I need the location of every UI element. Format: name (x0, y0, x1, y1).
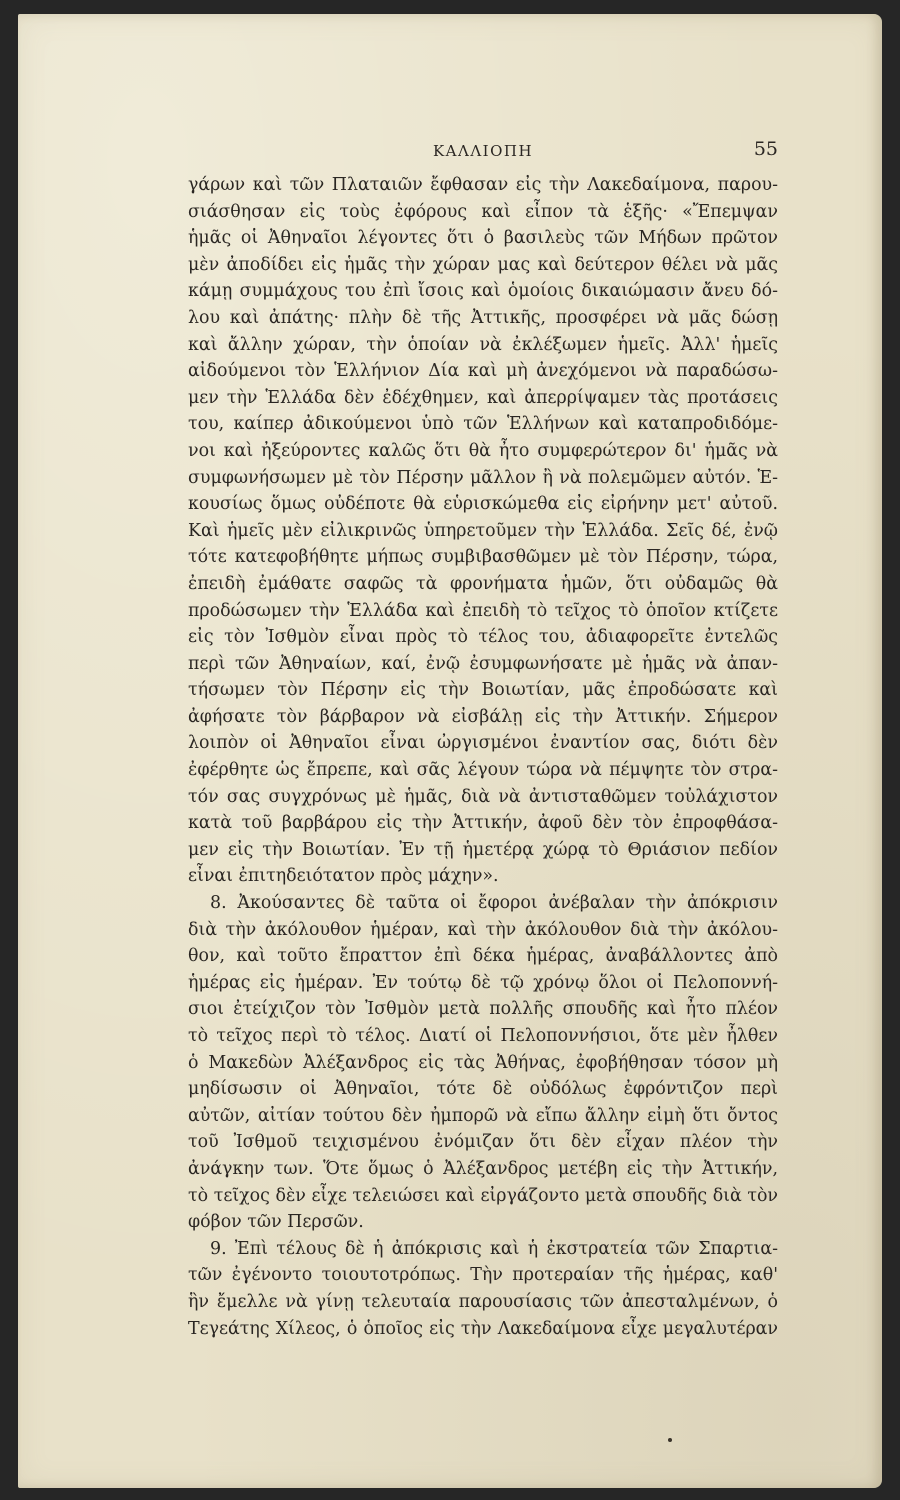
text-line: ὁ Μακεδὼν Ἀλέξανδρος εἰς τὰς Ἀθήνας, ἐφοβήθησαν τόσον μὴ (188, 1052, 778, 1073)
text-line: σιάσθησαν εἰς τοὺς ἐφόρους καὶ εἶπον τὰ ἑξῆς· «Ἔπεμψαν (188, 201, 778, 222)
text-line: ἣν ἔμελλε νὰ γίνῃ τελευταία παρουσίασις τῶν ἀπεσταλμένων, ὁ (188, 1291, 778, 1312)
text-line: μηδίσωσιν οἱ Ἀθηναῖοι, τότε δὲ οὐδόλως ἐφρόντιζον περὶ (188, 1079, 778, 1100)
text-line: τότε κατεφοβήθητε μήπως συμβιβασθῶμεν μὲ τὸν Πέρσην, τώρα, (188, 547, 778, 568)
text-line: μεν εἰς τὴν Βοιωτίαν. Ἐν τῇ ἡμετέρᾳ χώρᾳ τὸ Θριάσιον πεδίον (188, 839, 778, 860)
text-line: ἐφέρθητε ὡς ἔπρεπε, καὶ σᾶς λέγουν τώρα νὰ πέμψητε τὸν στρα- (188, 760, 778, 781)
text-line: νοι καὶ ἠξεύροντες καλῶς ὅτι θὰ ἦτο συμφερώτερον δι' ἡμᾶς νὰ (188, 440, 778, 461)
paragraph-start-line: 9. Ἐπὶ τέλους δὲ ἡ ἀπόκρισις καὶ ἡ ἐκστρατεία τῶν Σπαρτια- (210, 1238, 778, 1259)
text-line: μεν τὴν Ἑλλάδα δὲν ἐδέχθημεν, καὶ ἀπερρίψαμεν τὰς προτάσεις (188, 387, 778, 408)
text-line: λου καὶ ἀπάτης· πλὴν δὲ τῆς Ἀττικῆς, προσφέρει νὰ μᾶς δώσῃ (188, 307, 778, 328)
text-line: Καὶ ἡμεῖς μὲν εἰλικρινῶς ὑπηρετοῦμεν τὴν Ἑλλάδα. Σεῖς δέ, ἐνῷ (188, 520, 778, 541)
text-line: του, καίπερ ἀδικούμενοι ὑπὸ τῶν Ἑλλήνων καὶ καταπροδιδόμε- (188, 414, 778, 435)
text-line: αἰδούμενοι τὸν Ἑλλήνιον Δία καὶ μὴ ἀνεχόμενοι νὰ παραδώσω- (188, 361, 778, 382)
text-line: ἀνάγκην των. Ὅτε ὅμως ὁ Ἀλέξανδρος μετέβη εἰς τὴν Ἀττικήν, (188, 1158, 778, 1179)
text-line: μὲν ἀποδίδει εἰς ἡμᾶς τὴν χώραν μας καὶ δεύτερον θέλει νὰ μᾶς (188, 254, 778, 275)
text-line: κάμῃ συμμάχους του ἐπὶ ἴσοις καὶ ὁμοίοις δικαιώμασιν ἄνευ δό- (188, 281, 778, 302)
text-line: εἶναι ἐπιτηδειότατον πρὸς μάχην». (188, 866, 499, 887)
text-line: τῶν ἐγένοντο τοιουτοτρόπως. Τὴν προτεραίαν τῆς ἡμέρας, καθ' (188, 1265, 778, 1286)
text-line: ἡμέρας εἰς ἡμέραν. Ἐν τούτῳ δὲ τῷ χρόνῳ ὅλοι οἱ Πελοποννή- (188, 972, 778, 993)
text-line: τὸ τεῖχος περὶ τὸ τέλος. Διατί οἱ Πελοποννήσιοι, ὅτε μὲν ἦλθεν (188, 1026, 778, 1046)
body-text (188, 172, 778, 1342)
text-line: συμφωνήσωμεν μὲ τὸν Πέρσην μᾶλλον ἢ νὰ πολεμῶμεν αὐτόν. Ἑ- (188, 467, 778, 488)
text-line: θον, καὶ τοῦτο ἔπραττον ἐπὶ δέκα ἡμέρας, ἀναβάλλοντες ἀπὸ (188, 946, 778, 967)
text-line: ἡμᾶς οἱ Ἀθηναῖοι λέγοντες ὅτι ὁ βασιλεὺς τῶν Μήδων πρῶτον (188, 228, 778, 249)
text-line: τὸ τεῖχος δὲν εἶχε τελειώσει καὶ εἰργάζοντο μετὰ σπουδῆς διὰ τὸν (188, 1185, 778, 1206)
paragraph-start-line: 8. Ἀκούσαντες δὲ ταῦτα οἱ ἔφοροι ἀνέβαλαν τὴν ἀπόκρισιν (210, 893, 778, 914)
text-line: εἰς τὸν Ἰσθμὸν εἶναι πρὸς τὸ τέλος του, ἀδιαφορεῖτε ἐντελῶς (188, 627, 778, 648)
running-title: ΚΑΛΛΙΟΠΗ (432, 142, 534, 160)
text-line: λοιπὸν οἱ Ἀθηναῖοι εἶναι ὠργισμένοι ἐναντίον σας, διότι δὲν (188, 733, 778, 754)
text-line: κατὰ τοῦ βαρβάρου εἰς τὴν Ἀττικήν, ἀφοῦ δὲν τὸν ἐπροφθάσα- (188, 813, 778, 834)
running-head (188, 138, 778, 168)
text-line: ἐπειδὴ ἐμάθατε σαφῶς τὰ φρονήματα ἡμῶν, ὅτι οὐδαμῶς θὰ (188, 573, 778, 594)
text-line: καὶ ἄλλην χώραν, τὴν ὁποίαν νὰ ἐκλέξωμεν ἡμεῖς. Ἀλλ' ἡμεῖς (188, 334, 778, 355)
text-line: διὰ τὴν ἀκόλουθον ἡμέραν, καὶ τὴν ἀκόλουθον διὰ τὴν ἀκόλου- (188, 919, 778, 940)
text-line: προδώσωμεν τὴν Ἑλλάδα καὶ ἐπειδὴ τὸ τεῖχος τὸ ὁποῖον κτίζετε (188, 600, 778, 621)
text-line: σιοι ἐτείχιζον τὸν Ἰσθμὸν μετὰ πολλῆς σπουδῆς καὶ ἦτο πλέον (188, 999, 778, 1020)
text-line: τοῦ Ἰσθμοῦ τειχισμένου ἐνόμιζαν ὅτι δὲν εἶχαν πλέον τὴν (188, 1132, 778, 1153)
text-line: Τεγεάτης Χίλεος, ὁ ὁποῖος εἰς τὴν Λακεδαίμονα εἶχε μεγαλυτέραν (188, 1318, 778, 1339)
text-line: φόβον τῶν Περσῶν. (188, 1212, 364, 1233)
text-line: κουσίως ὅμως οὐδέποτε θὰ εὑρισκώμεθα εἰς εἰρήνην μετ' αὐτοῦ. (188, 494, 778, 515)
text-line: τόν σας συγχρόνως μὲ ἡμᾶς, διὰ νὰ ἀντισταθῶμεν τοὐλάχιστον (188, 786, 778, 807)
page-number: 55 (753, 138, 778, 160)
text-line: ἀφήσατε τὸν βάρβαρον νὰ εἰσβάλῃ εἰς τὴν Ἀττικήν. Σήμερον (188, 706, 778, 727)
page-content (188, 138, 778, 1428)
text-line: γάρων καὶ τῶν Πλαταιῶν ἔφθασαν εἰς τὴν Λακεδαίμονα, παρου- (188, 175, 778, 195)
ink-speck (668, 1438, 672, 1442)
text-line: περὶ τῶν Ἀθηναίων, καί, ἐνῷ ἐσυμφωνήσατε μὲ ἡμᾶς νὰ ἀπαν- (188, 653, 778, 674)
text-line: αὐτῶν, αἰτίαν τούτου δὲν ἠμπορῶ νὰ εἴπω ἄλλην εἰμὴ ὅτι ὄντος (188, 1105, 778, 1126)
book-page (18, 14, 882, 1488)
text-line: τήσωμεν τὸν Πέρσην εἰς τὴν Βοιωτίαν, μᾶς ἐπροδώσατε καὶ (188, 680, 778, 701)
